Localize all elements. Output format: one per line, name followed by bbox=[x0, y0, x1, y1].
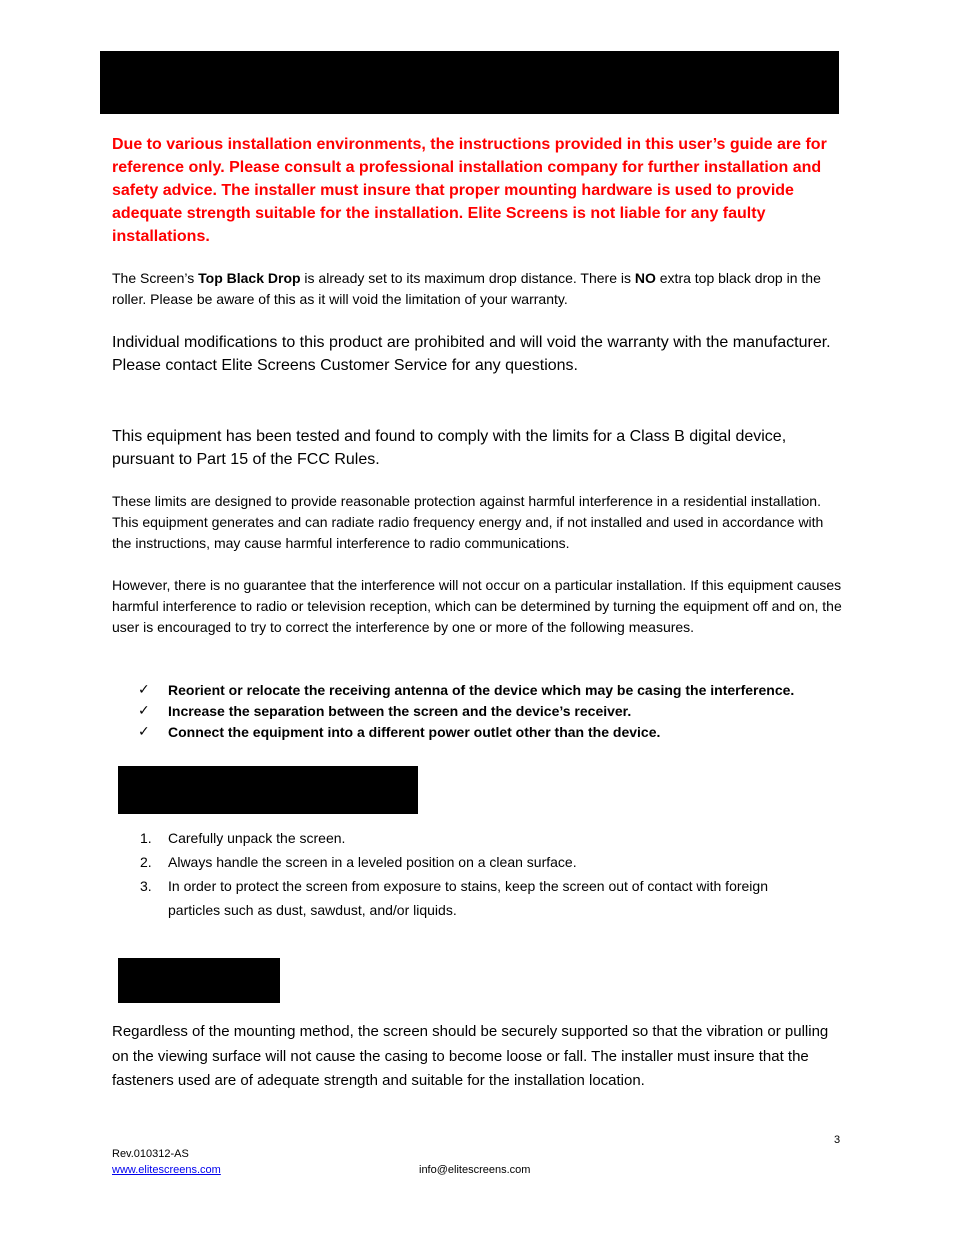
checkmark-icon: ✓ bbox=[138, 724, 150, 740]
step-number: 1. bbox=[140, 830, 152, 846]
checkmark-icon: ✓ bbox=[138, 703, 150, 719]
list-item bbox=[140, 874, 820, 922]
contact-email: info@elitescreens.com bbox=[419, 1164, 531, 1176]
top-black-drop-note bbox=[112, 268, 842, 310]
measure-text: Increase the separation between the screen and the device’s receiver. bbox=[168, 703, 632, 719]
list-item bbox=[138, 680, 858, 701]
step-text: Always handle the screen in a leveled position on a clean surface. bbox=[168, 854, 577, 870]
top-black-drop-text-3: extra top black drop in the roller. Please be aware of this as it will void the limitation of your warranty. bbox=[112, 270, 821, 307]
modifications-notice: Individual modifications to this product are prohibited and will void the warranty with the manufacturer. Please contact Elite Screens Customer Service for any questions. bbox=[112, 334, 831, 374]
top-black-drop-text-2: is already set to its maximum drop distance. There is bbox=[300, 270, 635, 286]
measure-text: Reorient or relocate the receiving antenna of the device which may be casing the interference. bbox=[168, 682, 795, 698]
handling-section-bar bbox=[118, 766, 418, 814]
handling-steps-list bbox=[140, 826, 820, 922]
measure-text: Connect the equipment into a different power outlet other than the device. bbox=[168, 724, 661, 740]
list-item bbox=[140, 826, 820, 850]
top-black-drop-bold-1: Top Black Drop bbox=[198, 270, 301, 286]
mounting-section-bar bbox=[118, 958, 280, 1003]
fcc-guarantee-paragraph: However, there is no guarantee that the interference will not occur on a particular installation. If this equipment causes harmful interference to radio or television reception, which can be determined by turning the equipment off and on, the user is encouraged to try to correct the interference by one or more of the following measures. bbox=[112, 577, 842, 635]
fcc-limits-paragraph: These limits are designed to provide reasonable protection against harmful interference in a residential installation. This equipment generates and can radiate radio frequency energy and, if not installed and used in accordance with the instructions, may cause harmful interference to radio communications. bbox=[112, 493, 824, 551]
website-link[interactable]: www.elitescreens.com bbox=[112, 1164, 221, 1176]
checkmark-icon: ✓ bbox=[138, 682, 150, 698]
page-number: 3 bbox=[834, 1134, 841, 1146]
interference-measures-list bbox=[138, 680, 858, 743]
list-item bbox=[138, 722, 858, 743]
fcc-compliance-intro: This equipment has been tested and found to comply with the limits for a Class B digital device, pursuant to Part 15 of the FCC Rules. bbox=[112, 428, 787, 468]
list-item bbox=[138, 701, 858, 722]
step-text: In order to protect the screen from exposure to stains, keep the screen out of contact with foreign particles such as dust, sawdust, and/or liquids. bbox=[168, 878, 768, 918]
step-number: 3. bbox=[140, 878, 152, 894]
mounting-paragraph: Regardless of the mounting method, the screen should be securely supported so that the vibration or pulling on the viewing surface will not cause the casing to become loose or fall. The installer must insure that the fasteners used are of adequate strength and suitable for the installation location. bbox=[112, 1023, 829, 1089]
step-number: 2. bbox=[140, 854, 152, 870]
step-text: Carefully unpack the screen. bbox=[168, 830, 346, 846]
top-black-drop-text-1: The Screen’s bbox=[112, 270, 199, 286]
header-bar bbox=[100, 51, 839, 114]
revision-code: Rev.010312-AS bbox=[112, 1148, 189, 1160]
list-item bbox=[140, 850, 820, 874]
installation-warning: Due to various installation environments, the instructions provided in this user’s guide are for reference only. Please consult a professional installation company for further installation and safety advice. The installer must insure that proper mounting hardware is used to provide adequate strength suitable for the installation. Elite Screens is not liable for any faulty installations. bbox=[112, 136, 827, 245]
top-black-drop-bold-2: NO bbox=[634, 270, 656, 286]
